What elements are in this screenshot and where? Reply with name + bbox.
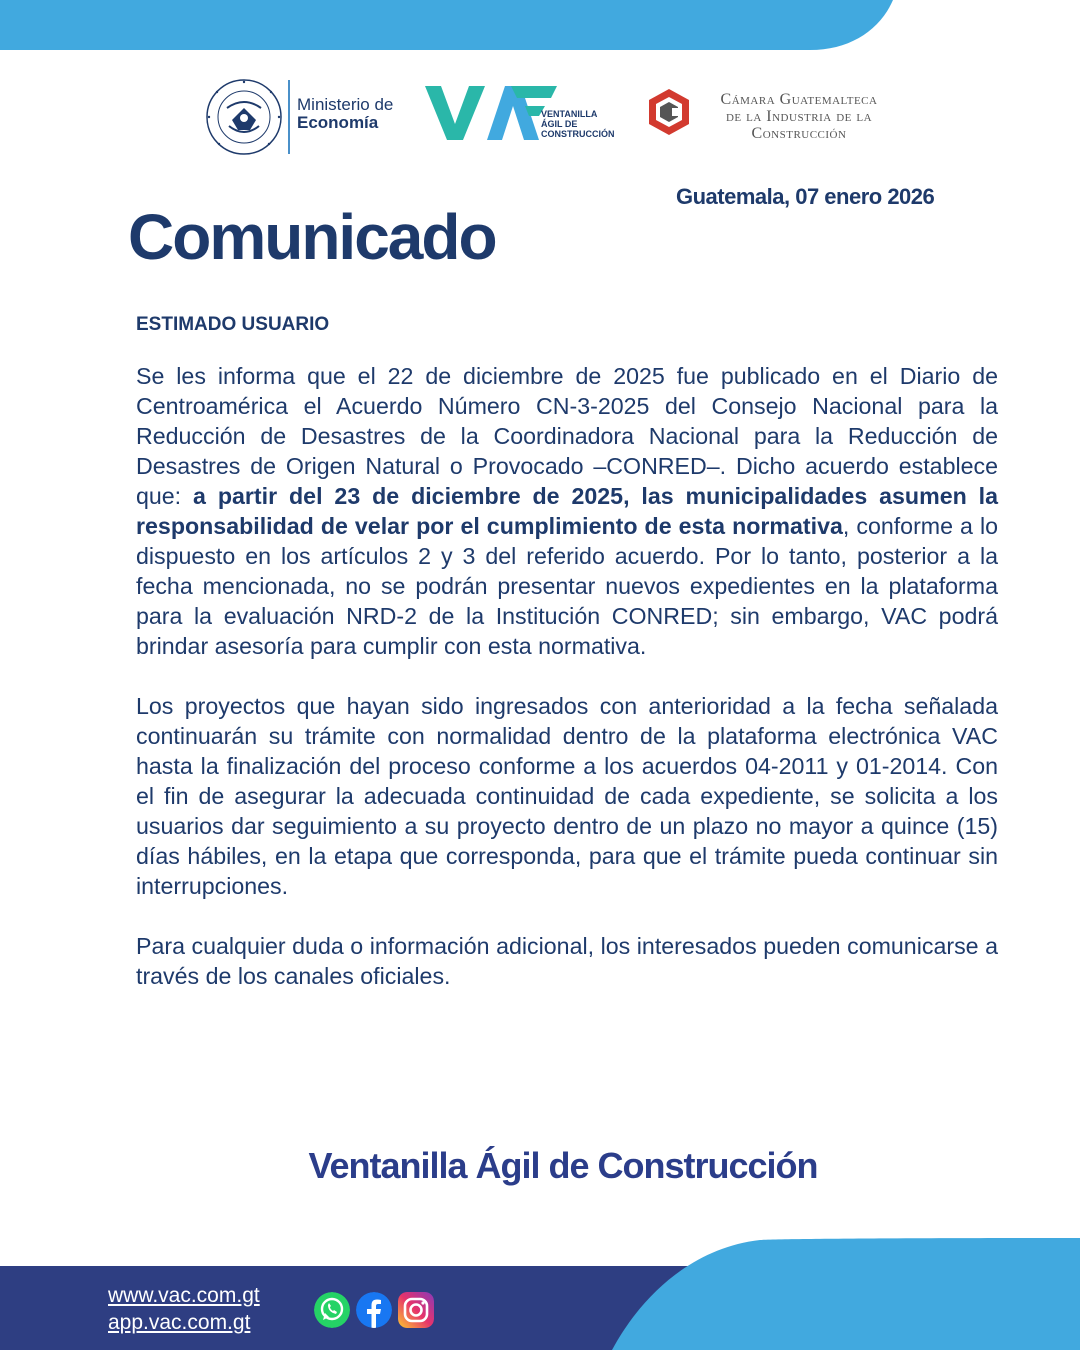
paragraph-1 bbox=[136, 361, 998, 661]
paragraph-1-intro: Se les informa que el 22 de diciembre de 2025 fue publicado en el Diario de Centroamérica el Acuerdo Número CN-3-2025 del Consejo Nacional para la Reducción de Desastres de la Coordinadora Nacional para la Reducción de Desastres de Origen Natural o Provocado –CONRED–. Dicho acuerdo establece que: bbox=[136, 363, 998, 509]
paragraph-1-rest: , conforme a lo dispuesto en los artículos 2 y 3 del referido acuerdo. Por lo tanto, posterior a la fecha mencionada, no se podrán presentar nuevos expedientes en la plataforma para la evaluación NRD-2 de la Institución CONRED; sin embargo, VAC podrá brindar asesoría para cumplir con esta normativa. bbox=[136, 513, 998, 659]
vac-sub-line1: VENTANILLA bbox=[541, 109, 598, 119]
paragraph-1-highlight: a partir del 23 de diciembre de 2025, las municipalidades asumen la responsabilidad de velar por el cumplimiento de esta normativa bbox=[136, 483, 999, 539]
vac-logo-icon bbox=[425, 84, 560, 142]
camara-hexagon-icon bbox=[648, 88, 690, 136]
ministry-line2: Economía bbox=[297, 113, 379, 132]
camara-line2: de la Industria de la bbox=[725, 108, 873, 125]
top-decorative-band bbox=[0, 0, 1080, 50]
paragraph-2: Los proyectos que hayan sido ingresados con anterioridad a la fecha señalada continuarán su trámite con normalidad dentro de la plataforma electrónica VAC hasta la finalización del proceso conforme a los acuerdos 04-2011 y 01-2014. Con el fin de asegurar la adecuada continuidad de cada expediente, se solicita a los usuarios dar seguimiento a su proyecto dentro de un plazo no mayor a quince (15) días hábiles, en la etapa que corresponda, para que el trámite pueda continuar sin interrupciones. bbox=[136, 693, 998, 899]
vac-sub-line3: CONSTRUCCIÓN bbox=[541, 129, 615, 139]
document-date: Guatemala, 07 enero 2026 bbox=[676, 184, 935, 209]
footer-links bbox=[108, 1282, 260, 1336]
greeting: ESTIMADO USUARIO bbox=[136, 314, 330, 335]
website-link[interactable]: www.vac.com.gt bbox=[108, 1284, 260, 1307]
vac-logo-text bbox=[541, 109, 615, 139]
signature: Ventanilla Ágil de Construcción bbox=[308, 1145, 818, 1186]
guatemala-seal-icon bbox=[205, 78, 283, 156]
page-title: Comunicado bbox=[128, 201, 496, 273]
whatsapp-icon[interactable] bbox=[314, 1292, 350, 1328]
camara-line1: Cámara Guatemalteca bbox=[720, 91, 878, 108]
camara-logo-text bbox=[693, 91, 905, 142]
instagram-icon[interactable] bbox=[398, 1292, 434, 1328]
paragraph-3: Para cualquier duda o información adicional, los interesados pueden comunicarse a través de los canales oficiales. bbox=[136, 933, 998, 989]
logo-header bbox=[0, 78, 1080, 158]
ministry-line1: Ministerio de bbox=[297, 95, 394, 114]
facebook-icon[interactable] bbox=[356, 1292, 392, 1328]
ministry-logo-text bbox=[297, 96, 393, 132]
camara-line3: Construcción bbox=[751, 125, 847, 142]
vac-sub-line2: ÁGIL DE bbox=[541, 119, 578, 129]
app-link[interactable]: app.vac.com.gt bbox=[108, 1311, 251, 1334]
communique-body bbox=[136, 361, 998, 1021]
ministry-divider bbox=[288, 80, 290, 154]
